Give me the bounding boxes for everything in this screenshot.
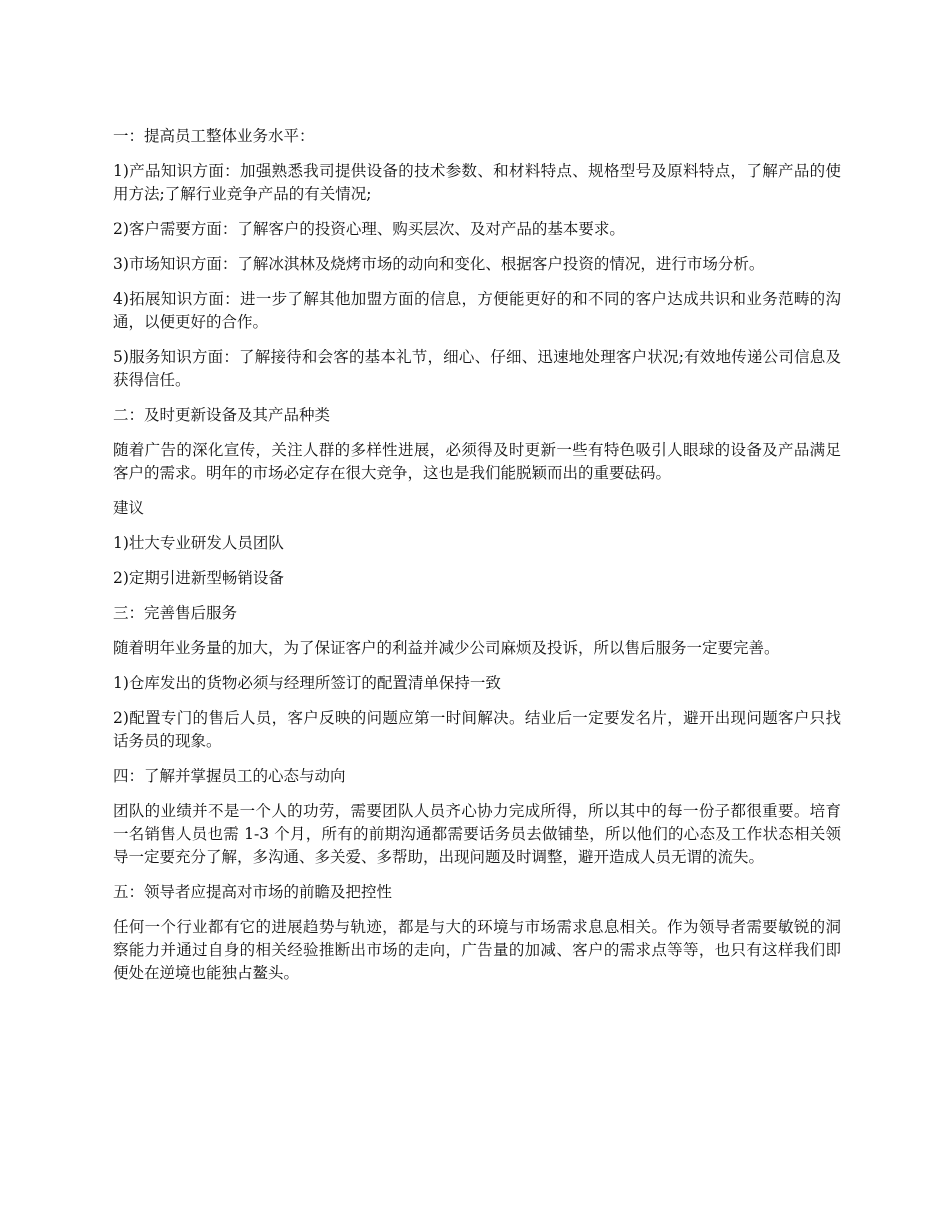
- equipment-update-paragraph: 随着广告的深化宣传，关注人群的多样性进展，必须得及时更新一些有特色吸引人眼球的设备及产品满足客户的需求。明年的市场必定存在很大竞争，这也是我们能脱颖而出的重要砝码。: [113, 441, 841, 482]
- suggestion-heading: 建议: [113, 499, 145, 517]
- after-sales-paragraph: 随着明年业务量的加大，为了保证客户的利益并减少公司麻烦及投诉，所以售后服务一定要完善。: [113, 639, 780, 657]
- section-heading-1: 一：提高员工整体业务水平：: [113, 127, 315, 145]
- staff-mindset-paragraph: 团队的业绩并不是一个人的功劳，需要团队人员齐心协力完成所得，所以其中的每一份子都很重要。培育一名销售人员也需 1-3 个月，所有的前期沟通都需要话务员去做铺垫，所以他们的心态及工作状态相关领导一定要充分了解，多沟通、多关爱、多帮助，出现问题及时调整，避开造成人员无谓的流失。: [113, 802, 841, 866]
- after-sales-item-2: 2)配置专门的售后人员，客户反映的问题应第一时间解决。结业后一定要发名片，避开出现问题客户只找话务员的现象。: [113, 709, 841, 750]
- market-knowledge-paragraph: 3)市场知识方面：了解冰淇林及烧烤市场的动向和变化、根据客户投资的情况，进行市场分析。: [113, 255, 765, 273]
- section-heading-4: 四：了解并掌握员工的心态与动向: [113, 767, 346, 785]
- suggestion-item-1: 1)壮大专业研发人员团队: [113, 534, 284, 552]
- suggestion-item-2: 2)定期引进新型畅销设备: [113, 569, 284, 587]
- document-body: [113, 125, 841, 997]
- service-knowledge-paragraph: 5)服务知识方面：了解接待和会客的基本礼节，细心、仔细、迅速地处理客户状况;有效地传递公司信息及获得信任。: [113, 348, 841, 389]
- expansion-knowledge-paragraph: 4)拓展知识方面：进一步了解其他加盟方面的信息，方便能更好的和不同的客户达成共识和业务范畴的沟通，以便更好的合作。: [113, 290, 841, 331]
- section-heading-2: 二：及时更新设备及其产品种类: [113, 406, 331, 424]
- product-knowledge-paragraph: 1)产品知识方面：加强熟悉我司提供设备的技术参数、和材料特点、规格型号及原料特点，了解产品的使用方法;了解行业竞争产品的有关情况;: [113, 162, 841, 203]
- customer-needs-paragraph: 2)客户需要方面：了解客户的投资心理、购买层次、及对产品的基本要求。: [113, 220, 625, 238]
- section-heading-3: 三：完善售后服务: [113, 604, 238, 622]
- leadership-paragraph: 任何一个行业都有它的进展趋势与轨迹，都是与大的环境与市场需求息息相关。作为领导者需要敏锐的洞察能力并通过自身的相关经验推断出市场的走向，广告量的加减、客户的需求点等等，也只有这样我们即便处在逆境也能独占鳌头。: [113, 918, 841, 982]
- section-heading-5: 五：领导者应提高对市场的前瞻及把控性: [113, 883, 393, 901]
- after-sales-item-1: 1)仓库发出的货物必须与经理所签订的配置清单保持一致: [113, 674, 501, 692]
